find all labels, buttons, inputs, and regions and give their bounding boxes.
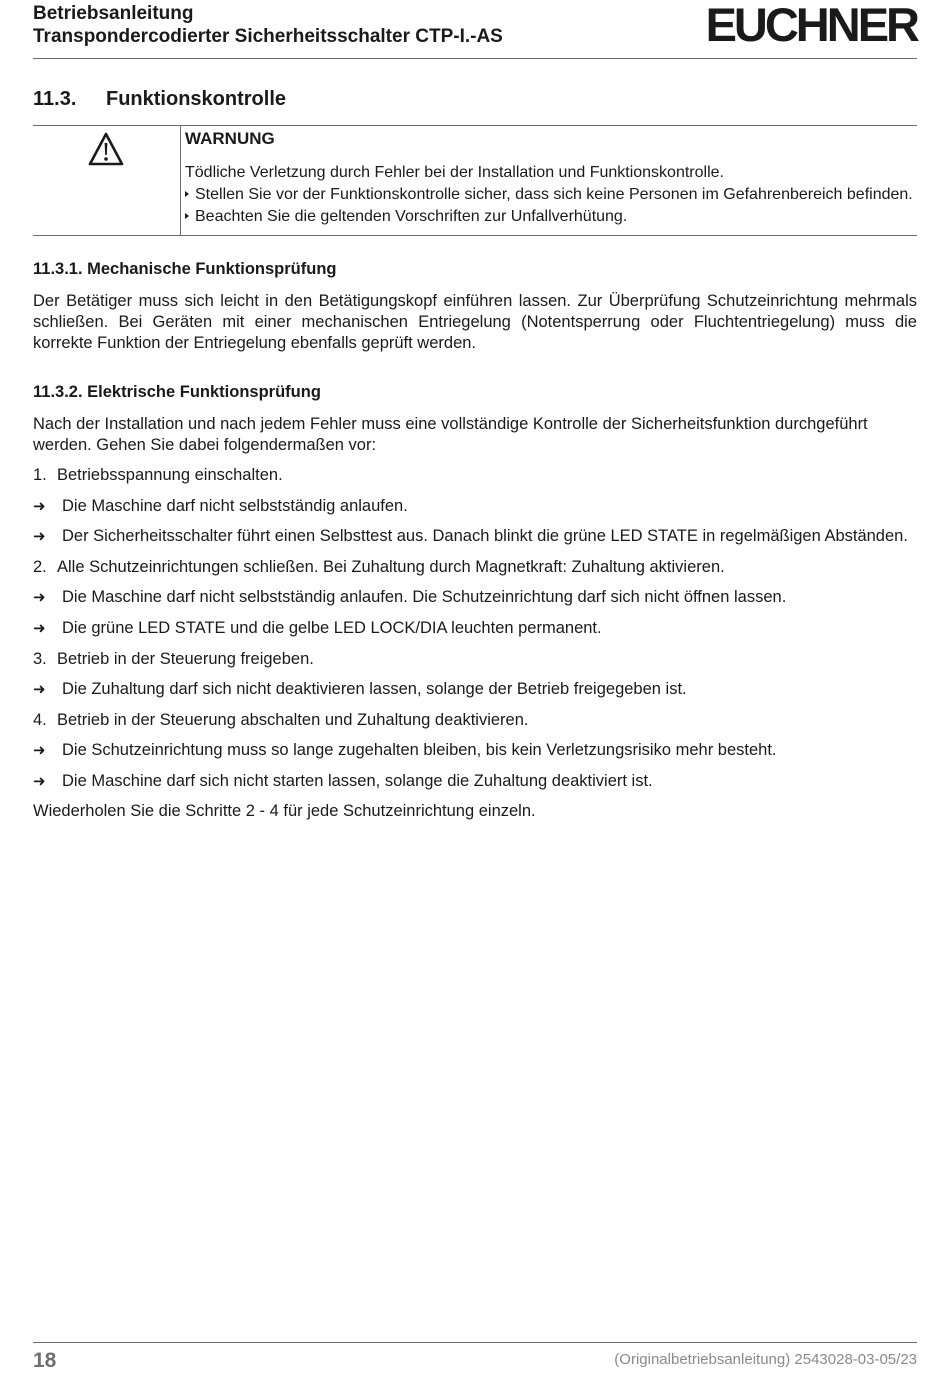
procedure-text: Die Schutzeinrichtung muss so lange zugehalten bleiben, bis kein Verletzungsrisiko mehr besteht. (62, 741, 777, 760)
page-header (33, 2, 917, 59)
step-number: 1. (33, 466, 47, 484)
subsection-heading-electrical: 11.3.2. Elektrische Funktionsprüfung (33, 383, 321, 401)
electrical-intro: Nach der Installation und nach jedem Fehler muss eine vollständige Kontrolle der Sicherheitsfunktion durchgeführt werden. Gehen Sie dabei folgendermaßen vor: (33, 415, 868, 454)
warning-title: WARNUNG (185, 129, 275, 148)
mechanical-paragraph: Der Betätiger muss sich leicht in den Betätigungskopf einführen lassen. Zur Überprüfung Schutzeinrichtung mehrmals schließen. Bei Geräten mit einer mechanischen Entriegelung (Notentsperrung oder Fluchtentriegelung) muss die korrekte Funktion der Entriegelung ebenfalls geprüft werden. (33, 292, 917, 352)
step-number: 2. (33, 557, 47, 576)
closing-text: Wiederholen Sie die Schritte 2 - 4 für jede Schutzeinrichtung einzeln. (33, 802, 536, 820)
warning-bullet: Stellen Sie vor der Funktionskontrolle sicher, dass sich keine Personen im Gefahrenbereich befinden. (185, 184, 917, 206)
warning-box (33, 125, 917, 236)
procedure-text: Der Sicherheitsschalter führt einen Selbsttest aus. Danach blinkt die grüne LED STATE in regelmäßigen Abständen. (62, 527, 908, 546)
result-arrow-icon: ➜ (33, 497, 46, 515)
page-number: 18 (33, 1349, 57, 1372)
procedure-result (33, 527, 908, 546)
procedure-result (33, 588, 786, 607)
warning-triangle-icon (88, 132, 124, 166)
procedure-text: Die Maschine darf nicht selbstständig anlaufen. (62, 496, 408, 515)
result-arrow-icon: ➜ (33, 589, 46, 607)
procedure-result (33, 497, 408, 516)
result-arrow-icon: ➜ (33, 773, 46, 790)
warning-divider (180, 126, 181, 235)
warning-content (185, 126, 917, 228)
warning-text: Tödliche Verletzung durch Fehler bei der Installation und Funktionskontrolle. (185, 164, 724, 181)
section-heading (33, 88, 286, 111)
procedure-text: Betrieb in der Steuerung freigeben. (57, 649, 314, 668)
document-title-line2: Transpondercodierter Sicherheitsschalter CTP-I.-AS (33, 26, 503, 47)
document-reference: (Originalbetriebsanleitung) 2543028-03-05/23 (614, 1351, 917, 1368)
procedure-result (33, 619, 602, 638)
procedure-text: Die Zuhaltung darf sich nicht deaktivieren lassen, solange der Betrieb freigegeben ist. (62, 680, 687, 699)
step-number: 3. (33, 649, 47, 668)
warning-bullet: Beachten Sie die geltenden Vorschriften zur Unfallverhütung. (185, 206, 917, 228)
step-number: 4. (33, 710, 47, 729)
procedure-step (33, 711, 528, 730)
page-footer (33, 1342, 917, 1372)
result-arrow-icon: ➜ (33, 620, 46, 637)
procedure-text: Die grüne LED STATE und die gelbe LED LOCK/DIA leuchten permanent. (62, 619, 602, 637)
procedure-result (33, 772, 653, 791)
brand-logo: EUCHNER (705, 0, 917, 51)
section-number: 11.3. (33, 88, 77, 110)
bullet-triangle-icon (185, 191, 189, 197)
procedure-text: Die Maschine darf nicht selbstständig anlaufen. Die Schutzeinrichtung darf sich nicht öffnen lassen. (62, 588, 787, 607)
document-title-line1: Betriebsanleitung (33, 3, 194, 24)
subsection-heading-mechanical: 11.3.1. Mechanische Funktionsprüfung (33, 260, 337, 278)
procedure-step (33, 558, 725, 577)
procedure-step (33, 650, 314, 669)
result-arrow-icon: ➜ (33, 528, 46, 546)
bullet-triangle-icon (185, 213, 189, 219)
section-title: Funktionskontrolle (106, 88, 286, 110)
result-arrow-icon: ➜ (33, 742, 46, 760)
procedure-text: Die Maschine darf sich nicht starten lassen, solange die Zuhaltung deaktiviert ist. (62, 772, 653, 790)
procedure-result (33, 680, 687, 699)
procedure-text: Alle Schutzeinrichtungen schließen. Bei Zuhaltung durch Magnetkraft: Zuhaltung aktivieren. (57, 557, 725, 576)
procedure-result (33, 741, 777, 760)
result-arrow-icon: ➜ (33, 681, 46, 699)
procedure-text: Betrieb in der Steuerung abschalten und Zuhaltung deaktivieren. (57, 710, 529, 729)
procedure-text: Betriebsspannung einschalten. (57, 466, 283, 484)
procedure-step (33, 466, 283, 485)
